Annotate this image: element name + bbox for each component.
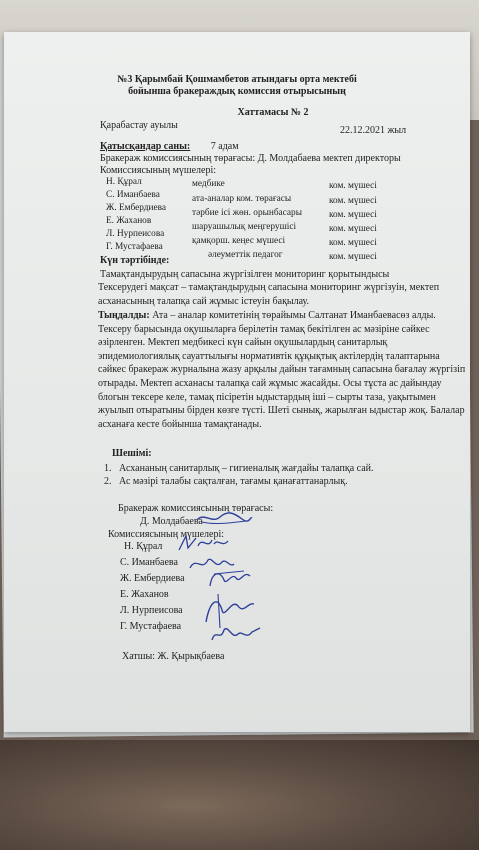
member-position: ата-аналар ком. төрағасы (192, 194, 292, 204)
decision-item-text: Асхананың санитарлық – гигиеналық жағдайы талапқа сай. (119, 463, 374, 474)
attendees-label: Қатысқандар саны: (100, 141, 191, 152)
sig-chair-label: Бракераж комиссиясының төрағасы: (118, 503, 274, 514)
member-role: ком. мүшесі (329, 196, 377, 206)
date: 22.12.2021 жыл (340, 125, 407, 136)
sig-member-name: Е. Жаханов (120, 589, 169, 600)
member-position: тәрбие ісі жөн. орынбасары (192, 208, 302, 218)
listened-label: Тыңдалды: (98, 310, 150, 321)
school-name: №3 Қарымбай Қошмамбетов атындағы орта мектебі (117, 74, 357, 85)
secretary-line: Хатшы: Ж. Қырықбаева (122, 651, 225, 662)
protocol-title: Хаттамасы № 2 (237, 107, 309, 118)
sig-member-name: Ж. Ембердиева (120, 573, 185, 584)
agenda-label: Күн тәртібінде: (100, 255, 170, 266)
signature-member-1 (174, 532, 234, 556)
member-position: әлеуметтік педагог (208, 250, 283, 260)
commission-subtitle: бойынша бракераждық комиссия отырысының (128, 86, 346, 97)
member-position: медбике (192, 179, 225, 189)
agenda-purpose: Тексерудегі мақсат – тамақтандырудың сапасына мониторинг жүргізуін, мектеп асханасының талапқа сай жұмыс істеуін бақылау. (98, 282, 440, 307)
document-page (4, 32, 470, 732)
sig-member-name: Л. Нурпеисова (120, 605, 183, 616)
member-name: Н. Құрал (106, 177, 142, 187)
decision-label: Шешімі: (112, 448, 152, 459)
member-name: Е. Жаханов (106, 216, 152, 226)
sig-member-name: Н. Құрал (124, 541, 163, 552)
sig-chair-name: Д. Молдабаева (140, 516, 203, 527)
member-position: қамқорш. кеңес мүшесі (192, 236, 286, 246)
signature-member-5 (208, 622, 264, 646)
signature-chair (194, 510, 254, 528)
sig-members-label: Комиссиясының мүшелері: (108, 529, 225, 540)
member-role: ком. мүшесі (329, 238, 377, 248)
agenda-text: Тамақтандырудың сапасына жүргізілген мониторинг қорытындысы (100, 269, 390, 280)
member-role: ком. мүшесі (329, 252, 377, 262)
decision-item: 1. Асхананың санитарлық – гигиеналық жағдайы талапқа сай. (104, 463, 374, 474)
member-position: шаруашылық меңгерушісі (192, 222, 297, 232)
members-label: Комиссиясының мүшелері: (100, 165, 217, 176)
decision-item-text: Ас мәзірі талабы сақталған, тағамы қанағаттанарлық. (119, 476, 348, 487)
decision-item: 2. Ас мәзірі талабы сақталған, тағамы қанағаттанарлық. (104, 476, 348, 487)
attendees-count: 7 адам (210, 141, 239, 152)
sig-member-name: С. Иманбаева (120, 557, 178, 568)
member-name: С. Иманбаева (106, 190, 160, 200)
place: Қарабастау ауылы (100, 120, 178, 131)
member-name: Г. Мустафаева (106, 242, 163, 252)
listened-text: Ата – аналар комитетінің төрайымы Салтанат Иманбаевасөз алды. Тексеру барысында оқушыларға берілетін тамақ бекітілген ас мәзіріне сәйкес әзірленген. Мектеп медбикесі күн сайын оқушылардың санитарлық эпидемиологиялық сауаттылығы нормативтік құқықтық актілердің талаптарына сәйкес бракераж журналына жазу арқылы дайын тағамның сапасына бағалау жүргізіп отырады. Мектеп асханасы талапқа сай жұмыс жасайды. Осы тұста ас дайындау блогын тексере келе, тамақ пісіретін ыдыстардың іші – сырты таза, уақытымен жуылып отыратыны бірден көзге түсті. Шеті сынық, жарылған ыдыстар жоқ. Балалар асханаға кесте бойынша тамақтанады. (98, 310, 466, 430)
member-role: ком. мүшесі (329, 181, 377, 191)
member-name: Ж. Ембердиева (106, 203, 167, 213)
chair-line: Бракераж комиссиясының төрағасы: Д. Молдабаева мектеп директоры (100, 153, 401, 164)
member-name: Л. Нурпеисова (106, 229, 165, 239)
sig-member-name: Г. Мустафаева (120, 621, 182, 632)
signature-member-3 (204, 566, 256, 592)
member-role: ком. мүшесі (329, 224, 377, 234)
listened-section (98, 309, 466, 431)
member-role: ком. мүшесі (329, 210, 377, 220)
background-carpet (0, 740, 479, 850)
